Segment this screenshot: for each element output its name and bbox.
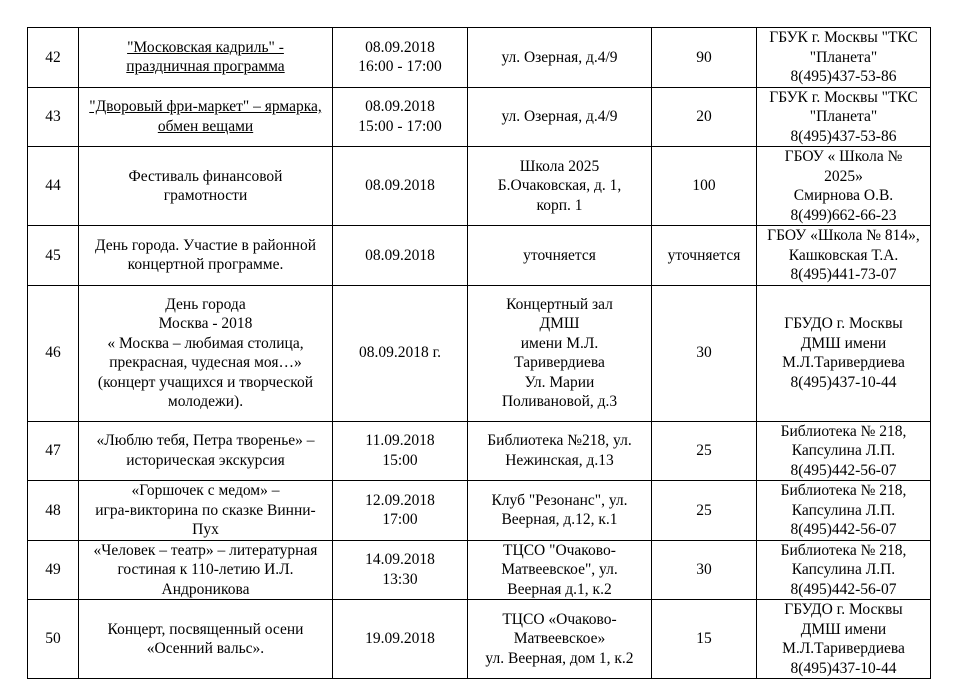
organizer-line: 8(495)437-53-86	[790, 68, 897, 85]
event-place	[468, 481, 652, 541]
event-place	[468, 540, 652, 600]
organizer-line: Кашковская Т.А.	[788, 246, 899, 264]
organizer-line: 8(495)442-56-07	[790, 461, 897, 479]
organizer	[757, 421, 931, 481]
event-place	[468, 421, 652, 481]
event-title-line: молодежи).	[167, 393, 244, 410]
event-date-line: 12.09.2018	[365, 491, 435, 509]
event-title-line: обмен вещами	[157, 117, 254, 135]
organizer-line: ГБУДО г. Москвы	[784, 315, 903, 332]
event-place	[468, 600, 652, 679]
event-place-line: ТЦСО "Очаково-	[503, 541, 616, 559]
row-number: 46	[28, 285, 79, 421]
event-title	[79, 226, 333, 286]
event-title-line: Андроникова	[161, 580, 250, 598]
organizer-line: 8(499)662-66-23	[790, 206, 897, 224]
event-place-line: Клуб "Резонанс", ул.	[491, 491, 628, 509]
event-place-line: Матвеевское»	[513, 630, 606, 648]
events-table-body	[28, 28, 931, 679]
organizer-line: ГБУК г. Москвы "ТКС	[769, 29, 918, 46]
event-title-line: игра-викторина по сказке Винни-	[95, 501, 316, 519]
event-place-line: Ул. Марии	[524, 373, 595, 391]
organizer-line: 8(495)437-10-44	[790, 659, 897, 677]
organizer-line: Капсулина Л.П.	[791, 561, 896, 578]
event-date-line: 15:00	[382, 451, 418, 469]
event-place-line: имени М.Л.	[520, 334, 599, 352]
row-number: 48	[28, 481, 79, 541]
event-title-line: праздничная программа	[126, 58, 285, 76]
organizer-line: 8(495)437-53-86	[790, 127, 897, 145]
event-date	[333, 540, 468, 600]
event-place	[468, 28, 652, 88]
participants-count: 25	[652, 421, 757, 481]
event-date	[333, 28, 468, 88]
organizer-line: 8(495)437-10-44	[790, 373, 897, 391]
event-title-line: "Дворовый фри-маркет" – ярмарка,	[89, 98, 322, 116]
organizer-line: М.Л.Таривердиева	[782, 354, 905, 371]
event-title-line: Концерт, посвященный осени	[107, 620, 304, 638]
event-title-line: «Люблю тебя, Петра творенье» –	[96, 432, 315, 450]
event-title-line: гостиная к 110-летию И.Л.	[117, 561, 294, 578]
organizer	[757, 28, 931, 88]
event-date	[333, 421, 468, 481]
row-number: 42	[28, 28, 79, 88]
event-title-line: «Горшочек с медом» –	[131, 482, 280, 499]
organizer-line: Библиотека № 218,	[780, 422, 907, 440]
event-date	[333, 285, 468, 421]
table-row	[28, 285, 931, 421]
organizer-line: Библиотека № 218,	[780, 482, 907, 499]
organizer-line: ГБОУ « Школа №	[784, 148, 903, 165]
event-place-line: Таривердиева	[514, 354, 605, 371]
organizer	[757, 481, 931, 541]
event-place-line: Библиотека №218, ул.	[487, 432, 632, 450]
event-date-line: 13:30	[382, 570, 418, 588]
participants-count: 30	[652, 285, 757, 421]
event-date-line: 19.09.2018	[365, 630, 435, 648]
event-title-line: Москва - 2018	[158, 315, 253, 332]
participants-count: 20	[652, 87, 757, 147]
organizer	[757, 285, 931, 421]
event-date	[333, 87, 468, 147]
event-place-line: Школа 2025	[519, 157, 600, 175]
event-place-line: ул. Озерная, д.4/9	[501, 108, 618, 125]
event-title	[79, 87, 333, 147]
organizer-line: Капсулина Л.П.	[791, 442, 896, 459]
row-number: 47	[28, 421, 79, 481]
organizer-line: 2025»	[824, 167, 863, 185]
event-place-line: ул. Веерная, дом 1, к.2	[485, 649, 634, 667]
participants-count: 15	[652, 600, 757, 679]
organizer	[757, 600, 931, 679]
event-date-line: 08.09.2018	[365, 38, 435, 56]
event-title-line: Пух	[192, 521, 219, 538]
organizer-line: ГБУК г. Москвы "ТКС	[769, 88, 918, 106]
event-date-line: 08.09.2018	[365, 177, 435, 195]
participants-count: уточняется	[652, 226, 757, 286]
event-place-line: Б.Очаковская, д. 1,	[497, 177, 622, 195]
organizer-line: 8(495)441-73-07	[790, 266, 897, 283]
event-date-line: 08.09.2018 г.	[358, 344, 442, 362]
event-title	[79, 481, 333, 541]
event-title-line: прекрасная, чудесная моя…»	[109, 354, 302, 371]
event-place-line: Веерная, д.12, к.1	[501, 511, 618, 529]
event-date-line: 14.09.2018	[365, 551, 435, 569]
event-place-line: Веерная д.1, к.2	[507, 580, 612, 598]
participants-count: 100	[652, 147, 757, 226]
event-place-line: Матвеевское", ул.	[501, 561, 618, 578]
event-title	[79, 421, 333, 481]
event-title-line: историческая экскурсия	[126, 451, 285, 469]
event-title-line: Фестиваль финансовой	[128, 167, 283, 185]
table-row	[28, 481, 931, 541]
event-place-line: ДМШ	[539, 315, 580, 332]
organizer	[757, 147, 931, 226]
event-place-line: Поливановой, д.3	[501, 393, 618, 410]
table-row	[28, 87, 931, 147]
organizer	[757, 226, 931, 286]
event-title	[79, 285, 333, 421]
event-title	[79, 147, 333, 226]
event-title-line: "Московская кадриль" -	[127, 38, 284, 56]
organizer-line: ДМШ имени	[800, 334, 887, 352]
organizer-line: ГБУДО г. Москвы	[784, 601, 903, 618]
event-place	[468, 226, 652, 286]
organizer	[757, 87, 931, 147]
event-title-line: День города. Участие в районной	[94, 236, 317, 254]
table-row	[28, 28, 931, 88]
row-number: 43	[28, 87, 79, 147]
organizer-line: Смирнова О.В.	[793, 187, 894, 204]
organizer-line: 8(495)442-56-07	[790, 580, 897, 598]
event-title-line: (концерт учащихся и творческой	[97, 373, 314, 391]
row-number: 49	[28, 540, 79, 600]
event-title	[79, 28, 333, 88]
participants-count: 30	[652, 540, 757, 600]
event-date	[333, 481, 468, 541]
event-place-line: Концертный зал	[506, 295, 613, 313]
table-row	[28, 421, 931, 481]
organizer-line: "Планета"	[809, 48, 878, 66]
event-title	[79, 540, 333, 600]
event-place	[468, 285, 652, 421]
row-number: 50	[28, 600, 79, 679]
event-date-line: 16:00 - 17:00	[358, 58, 442, 76]
row-number: 44	[28, 147, 79, 226]
event-title-line: « Москва – любимая столица,	[107, 334, 304, 352]
table-row	[28, 600, 931, 679]
event-place-line: ТЦСО «Очаково-	[502, 610, 617, 628]
event-title-line: День города	[165, 295, 246, 313]
event-date	[333, 226, 468, 286]
organizer-line: Библиотека № 218,	[780, 541, 907, 559]
event-title-line: концертной программе.	[127, 256, 284, 274]
event-date-line: 11.09.2018	[365, 432, 435, 450]
event-place-line: корп. 1	[536, 196, 583, 214]
event-place-line: ул. Озерная, д.4/9	[501, 48, 618, 66]
event-place-line: уточняется	[523, 246, 596, 264]
organizer-line: Капсулина Л.П.	[791, 501, 896, 519]
table-row	[28, 226, 931, 286]
table-row	[28, 147, 931, 226]
events-table	[27, 27, 931, 679]
organizer-line: М.Л.Таривердиева	[782, 640, 905, 657]
table-row	[28, 540, 931, 600]
participants-count: 25	[652, 481, 757, 541]
organizer-line: "Планета"	[809, 108, 878, 125]
participants-count: 90	[652, 28, 757, 88]
organizer-line: ГБОУ «Школа № 814»,	[767, 227, 920, 244]
event-title-line: «Осенний вальс».	[146, 640, 265, 657]
event-place	[468, 87, 652, 147]
event-title	[79, 600, 333, 679]
event-date	[333, 600, 468, 679]
row-number: 45	[28, 226, 79, 286]
event-date-line: 08.09.2018	[365, 246, 435, 264]
organizer-line: 8(495)442-56-07	[790, 521, 897, 538]
event-date-line: 08.09.2018	[365, 98, 435, 116]
organizer	[757, 540, 931, 600]
event-place-line: Нежинская, д.13	[505, 451, 614, 469]
event-title-line: грамотности	[163, 187, 248, 204]
event-title-line: «Человек – театр» – литературная	[93, 541, 318, 559]
event-date	[333, 147, 468, 226]
event-date-line: 15:00 - 17:00	[358, 117, 442, 135]
organizer-line: ДМШ имени	[800, 620, 887, 638]
event-date-line: 17:00	[382, 511, 418, 529]
event-place	[468, 147, 652, 226]
